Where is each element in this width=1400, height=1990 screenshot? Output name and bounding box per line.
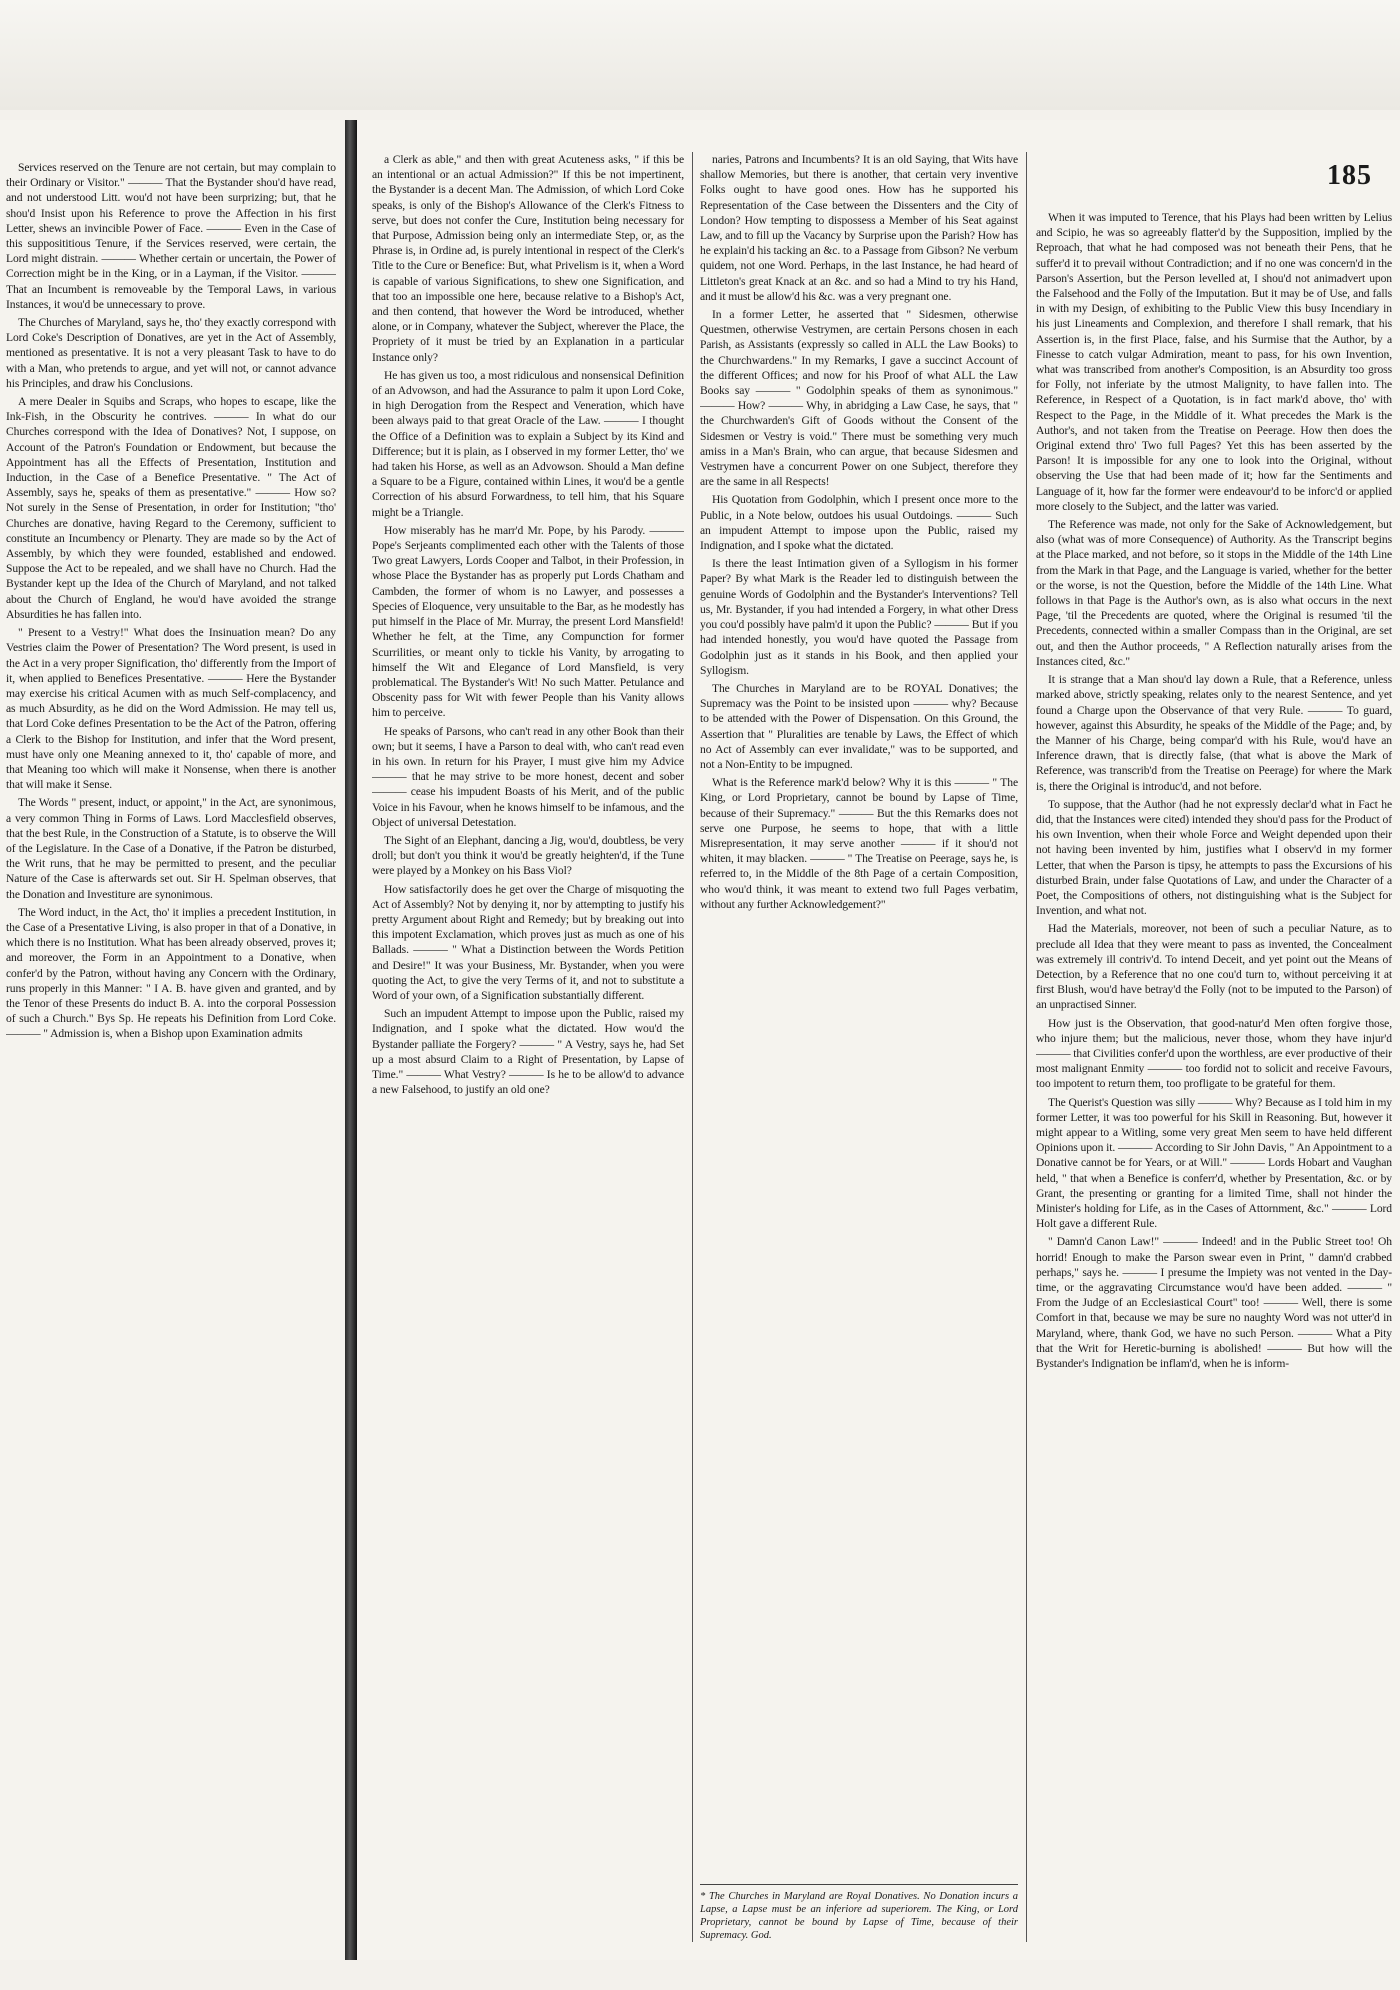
paragraph: Services reserved on the Tenure are not certain, but may complain to their Ordinary or Visitor." ——— That the Bystander shou'd have read, and not understood Litt. wou'd not have been surprizing; but, that he shou'd Insist upon his Reference to prove the Affection in his first Letter, shews an invincible Power of Face. ——— Even in the Case of this supposititious Tenure, if the Services reserved, were certain, the Lord might distrain. ——— Whether certain or uncertain, the Power of Correction might be in the King, or in a Layman, if the Visitor. ——— That an Incumbent is removeable by the Temporal Laws, in various Instances, it wou'd be unnecessary to prove. xyxy=(6,161,336,311)
paragraph: Such an impudent Attempt to impose upon the Public, raised my Indignation, and I spoke what the dictated. How wou'd the Bystander palliate the Forgery? ——— " A Vestry, says he, had Set up a most absurd Claim to a Right of Presentation, by Lapse of Time." ——— What Vestry? ——— Is he to be allow'd to advance a new Falsehood, to justify an old one? xyxy=(372,1007,684,1097)
column-rule xyxy=(1026,152,1027,1942)
paragraph: How satisfactorily does he get over the Charge of misquoting the Act of Assembly? Not by denying it, nor by attempting to justify his pretty Argument about Right and Remedy; but by breaking out into this impotent Exclamation, which proves just as much as one of his Ballads. ——— " What a Distinction between the Words Petition and Desire!" It was your Business, Mr. Bystander, when you were quoting the Act, to give the very Terms of it, and not to substitute a Word of your own, of a Signification substantially different. xyxy=(372,882,684,1002)
paragraph: The Word induct, in the Act, tho' it implies a precedent Institution, in the Case of a Presentative Living, is also proper in that of a Donative, in which there is no Institution. What has been already observed, proves it; and moreover, the Form in an Appointment to a Donative, when confer'd by the Patron, without having any Concern with the Ordinary, runs properly in this Manner: " I A. B. have given and granted, and by the Tenor of these Presents do induct B. A. into the corporal Possession of such a Church." Bys Sp. He repeats his Definition from Lord Coke. ——— " Admission is, when a Bishop upon Examination admits xyxy=(6,905,336,1041)
paragraph: How miserably has he marr'd Mr. Pope, by his Parody. ——— Pope's Serjeants complimented each other with the Talents of those Two great Lawyers, Lords Cooper and Talbot, in their Profession, in whose Place the Bystander has as properly put Lords Chatham and Cambden, the former of whom is no Lawyer, and possesses a Species of Eloquence, very unsuitable to the Bar, as he modestly has put himself in the Place of Mr. Murray, the present Lord Mansfield! Whether he felt, at the Time, any Compunction for former Scurrilities, or meant only to tickle his Vanity, by arrogating to himself the Wit and Elegance of Lord Mansfield, is very problematical. The Bystander's Wit! No such Matter. Petulance and Obscenity pass for Wit with fewer People than his Vanity allows him to perceive. xyxy=(372,523,684,720)
page-number: 185 xyxy=(1327,160,1372,191)
paragraph: What is the Reference mark'd below? Why it is this ——— " The King, or Lord Proprietary, cannot be bound by Lapse of Time, because of their Supremacy." ——— But the this Remarks does not serve one Purpose, he seems to hope, that with a little Misrepresentation, it may serve another ——— if it shou'd not whiten, it may blacken. ——— " The Treatise on Peerage, says he, is referred to, in the Middle of the 8th Page of a certain Composition, who wou'd think, it was meant to extend two full Pages verbatim, without any further Acknowledgement?" xyxy=(700,776,1018,911)
column-middle-left xyxy=(372,152,684,1932)
paragraph: naries, Patrons and Incumbents? It is an old Saying, that Wits have shallow Memories, but there is another, that certain very inventive Folks ought to have good ones. How has he supported his Representation of the Case between the Dissenters and the City of London? How tempting to dispossess a Member of his Seat against Law, and to fill up the Vacancy by Surprise upon the Parish? How has he explain'd his tacking an &c. to a Passage from Gibson? Ne verbum quidem, not one Word. Perhaps, in the last Instance, he had heard of Littleton's great Knack at an &c. and so had a Mind to try his Hand, and it must be allow'd his &c. was a very pregnant one. xyxy=(700,153,1018,303)
column-left-fragment xyxy=(6,160,336,1940)
paragraph: A mere Dealer in Squibs and Scraps, who hopes to escape, like the Ink-Fish, in the Obscurity he contrives. ——— In what do our Churches correspond with the Idea of Donatives? Not, I suppose, on Account of the Patron's Foundation or Endowment, but because the Appointment has all the Effects of Presentation, Institution and Induction, in the Case of a Benefice Presentative. " The Act of Assembly, says he, speaks of them as presentative." ——— How so? Not surely in the Sense of Presentation, in order for Institution; "tho' Churches are donative, having Regard to the Ceremony, sufficient to constitute an Incumbency or Plenarty. They are made so by the Act of Assembly, by which they were founded, established and endowed. Suppose the Act to be repealed, and we shall have no Church. Had the Bystander kept up the Idea of the Church of Maryland, and not talked about the Church of England, he wou'd have avoided the strange Absurdities he has fallen into. xyxy=(6,395,336,621)
paragraph: The Reference was made, not only for the Sake of Acknowledgement, but also (what was of more Consequence) of Authority. As the Transcript begins at the Place marked, and not before, so it stops in the Middle of the 14th Line from the Mark in that Page, and the Language is varied, whether for the better or the worse, is not the Question, before the Middle of the 14th Line. What follows in that Page is the Author's own, as is also what occurs in the next Page, 'til the Precedents are quoted, where the Original is resumed 'til the Precedents, connected within a smaller Compass than in the Original, are set out, and then the Author proceeds, " A Reflection naturally arises from the Instances cited, &c." xyxy=(1036,518,1392,668)
paragraph: " Damn'd Canon Law!" ——— Indeed! and in the Public Street too! Oh horrid! Enough to make the Parson swear even in Print, " damn'd crabbed perhaps," says he. ——— I presume the Impiety was not vented in the Day-time, or the aggravating Circumstance wou'd have been added. ——— " From the Judge of an Ecclesiastical Court" too! ——— Well, there is some Comfort in that, because we may be sure no naughty Word was not utter'd in Maryland, where, thank God, we have no such Person. ——— What a Pity that the Writ for Heretic-burning is abolished! ——— But how will the Bystander's Indignation be inflam'd, when he is inform- xyxy=(1036,1235,1392,1371)
paragraph: His Quotation from Godolphin, which I present once more to the Public, in a Note below, outdoes his usual Outdoings. ——— Such an impudent Attempt to impose upon the Public, raised my Indignation, and I spoke what the dictated. xyxy=(700,493,1018,553)
footnote: * The Churches in Maryland are Royal Donatives. No Donation incurs a Lapse, a Lapse must be an inferiore ad superiorem. The King, or Lord Proprietary, cannot be bound by Lapse of Time, because of their Supremacy. God. xyxy=(700,1891,1018,1941)
paragraph: a Clerk as able," and then with great Acuteness asks, " if this be an intentional or an actual Admission?" If this be not impertinent, the Bystander is a decent Man. The Admission, of which Lord Coke speaks, is only of the Bishop's Allowance of the Clerk's Fitness to serve, but does not confer the Cure, Institution being necessary for that Purpose, Admission being only an intermediate Step, or, as the Phrase is, in Ordine ad, is purely intentional in respect of the Clerk's Title to the Cure or Benefice: But, what Privelism is it, when a Word is capable of various Significations, to shew one Signification, and that too an impossible one here, because relative to a Bishop's Act, and then contend, that however the Word be introduced, whether alone, or in Company, whatever the Subject, wherever the Place, the Propriety of it must be tried by an Explanation in a particular Instance only? xyxy=(372,153,684,364)
paragraph: How just is the Observation, that good-natur'd Men often forgive those, who injure them; but the malicious, never those, whom they have injur'd ——— that Civilities confer'd upon the worthless, are ever productive of their most malignant Enmity ——— too fordid not to solicit and receive Favours, too impotent to return them, too profligate to be grateful for them. xyxy=(1036,1016,1392,1091)
paragraph: It is strange that a Man shou'd lay down a Rule, that a Reference, unless marked above, strictly speaking, relates only to the nearest Sentence, and yet found a Charge upon the Observance of that very Rule. ——— To guard, however, against this Absurdity, he speaks of the Middle of the Page; and, by the Manner of his Charge, being compar'd with his Rule, wou'd have an Inference drawn, that is directly false, (that what is above the Mark of Reference, was transcrib'd from the Treatise on Peerage) for where the Mark is, there the Original is introduc'd, and not before. xyxy=(1036,673,1392,793)
paragraph: The Churches in Maryland are to be ROYAL Donatives; the Supremacy was the Point to be insisted upon ——— why? Because to be attended with the Power of Dispensation. On this Ground, the Assertion that " Pluralities are tenable by Laws, the Effect of which no Act of Assembly can ever invalidate," was to be supported, and not a Non-Entity to be impugned. xyxy=(700,681,1018,771)
paragraph: Is there the least Intimation given of a Syllogism in his former Paper? By what Mark is the Reader led to distinguish between the genuine Words of Godolphin and the Bystander's Interventions? Tell us, Mr. Bystander, if you had intended a Forgery, in what other Dress you cou'd possibly have palm'd it upon the Public? ——— But if you had intended honestly, you wou'd have quoted the Passage from Godolphin just as it stands in his Book, and then applied your Syllogism. xyxy=(700,557,1018,677)
column-rule xyxy=(692,152,693,1942)
paragraph: The Querist's Question was silly ——— Why? Because as I told him in my former Letter, it was too powerful for his Skill in Reasoning. But, however it might appear to a Witling, some very great Men seem to have held different Opinions upon it. ——— According to Sir John Davis, " An Appointment to a Donative cannot be for Years, or at Will." ——— Lords Hobart and Vaughan held, " that when a Benefice is conferr'd, whether by Presentation, &c. or by Grant, the presenting or granting for a limited Time, shall not hinder the Minister's holding for Life, as in the Cases of Attornment, &c." ——— Lord Holt gave a different Rule. xyxy=(1036,1095,1392,1231)
paragraph: When it was imputed to Terence, that his Plays had been written by Lelius and Scipio, he was so agreeably flatter'd by the Supposition, implied by the Reproach, that what he had composed was not beneath their Pens, that he suffer'd it to prevail without Contradiction; and if no one was concern'd in the Parson's Assertion, but the Person levelled at, I shou'd not animadvert upon the Falsehood and the Folly of the Imputation. But it may be of Use, and falls in with my Design, of exhibiting to the Public View this busy Incendiary in his just Lineaments and Complexion, and therefore I shall remark, that his Assertion is, in the first Place, false, and his Surmise that the Author, by a Finesse to catch vulgar Admiration, meant to pass, for his own Invention, what was transcribed from another's Composition, is an Absurdity too gross for Folly, not inferiate by the utmost Malignity, to have fallen into. The Reference, in Respect of a Quotation, is in fact mark'd above, tho' with Respect to the Page, in the Middle of it. What precedes the Mark is the Author's, and not taken from the Treatise on Peerage. How then does the Original extend thro' Two full Pages? Yet this has been asserted by the Parson! It is impossible for any one to look into the Original, without observing the Use that had been made of it; how far the Sentiments and Language of it, how far the former were endeavour'd to be inforc'd or applied more closely to the Subject, and the latter was varied. xyxy=(1036,211,1392,513)
paragraph: To suppose, that the Author (had he not expressly declar'd what in Fact he did, that the Instances were cited) intended they shou'd pass for the Product of his own Invention, when their whole Force and Weight depended upon their not having been invented by him, justifies what I observ'd in my former Letter, that when the Parson is tipsy, he attempts to pass the Excursions of his disturbed Brain, under false Quotations of Law, and under the Character of a Poet, the Compositions of others, not distinguishing what is the Subject for Invention, and what not. xyxy=(1036,797,1392,918)
paragraph: " Present to a Vestry!" What does the Insinuation mean? Do any Vestries claim the Power of Presentation? The Word present, is used in the Act in a very proper Signification, tho' differently from the Import of it, when applied to Benefices Presentative. ——— Here the Bystander may exercise his critical Acumen with as much Self-complacency, and as much Absurdity, as he did on the Word Admission. He may tell us, that Lord Coke defines Presentation to be the Act of the Patron, offering a Clerk to the Bishop for Institution, and infer that the Word present, must have only one Meaning annexed to it, tho' capable of more, and that Meaning too which will make it Nonsense, when there is another that will make it Sense. xyxy=(6,626,336,792)
paragraph: The Churches of Maryland, says he, tho' they exactly correspond with Lord Coke's Description of Donatives, are yet in the Act of Assembly, mentioned as presentative. It is not a very pleasant Task to have to do with a Man, who pretends to argue, and yet will not, or cannot advance his Principles, and draw his Conclusions. xyxy=(6,316,336,390)
paragraph: The Words " present, induct, or appoint," in the Act, are synonimous, a very common Thing in Forms of Laws. Lord Macclesfield observes, that the best Rule, in the Construction of a Statute, is to observe the Will of the Legislature. In the Case of a Donative, if the Patron be disturbed, the Writ runs, that he may be permitted to present, and the peculiar Nature of the Case is afterwards set out. Sir H. Spelman observes, that the Donation and Investiture are synonimous. xyxy=(6,796,336,901)
binding-spine xyxy=(345,120,357,1960)
paragraph: He has given us too, a most ridiculous and nonsensical Definition of an Advowson, and had the Assurance to palm it upon Lord Coke, in high Derogation from the Respect and Veneration, which have been always paid to that great Oracle of the Law. ——— I thought the Office of a Definition was to explain a Subject by its Kind and Difference; but it is plain, as I observed in my former Letter, tho' we had taken his Horse, as well as an Advowson. Should a Man define a Square to be a Figure, contained within Lines, it wou'd be a gentle Correction of his absurd Forwardness, to tell him, that his Square might be a Triangle. xyxy=(372,368,684,519)
paragraph: He speaks of Parsons, who can't read in any other Book than their own; but it seems, I have a Parson to deal with, who can't read even in his own. In return for his Prayer, I must give him my Advice ——— that he may strive to be more honest, decent and sober ——— cease his impudent Boasts of his Merit, and of the public Voice in his Favour, when he knows himself to be infamous, and the Object of universal Detestation. xyxy=(372,724,684,829)
column-middle-right xyxy=(700,152,1018,1872)
column-right xyxy=(1036,210,1392,1990)
footnote-divider xyxy=(700,1884,1018,1885)
scan-background-top xyxy=(0,0,1400,110)
paragraph: In a former Letter, he asserted that " Sidesmen, otherwise Questmen, otherwise Vestrymen, are certain Persons chosen in each Parish, as Assistants (expressly so called in ALL the Law Books) to the Churchwardens." In my Remarks, I gave a succinct Account of the different Offices; and now for his Proof of what ALL the Law Books say ——— " Godolphin speaks of them as synonimous." ——— How? ——— Why, in abridging a Law Case, he says, that " the Churchwarden's Gift of Goods without the Consent of the Sidesmen or Vestry is void." There must be something very much amiss in a Man's Brain, who can argue, that because Sidesmen and Vestrymen have a concurrent Power on one Subject, therefore they are the same in all Respects! xyxy=(700,308,1018,489)
paragraph: The Sight of an Elephant, dancing a Jig, wou'd, doubtless, be very droll; but don't you think it wou'd be greatly heighten'd, if the Tune were played by a Monkey on his Bass Viol? xyxy=(372,833,684,878)
paragraph: Had the Materials, moreover, not been of such a peculiar Nature, as to preclude all Idea that they were meant to pass as invented, the Concealment was extremely ill contriv'd. To intend Deceit, and yet point out the Means of Detection, by a Reference that no one cou'd turn to, without perceiving it at first Blush, wou'd have betray'd the Folly (not to be imputed to the Parson) of an unpractised Sinner. xyxy=(1036,922,1392,1012)
